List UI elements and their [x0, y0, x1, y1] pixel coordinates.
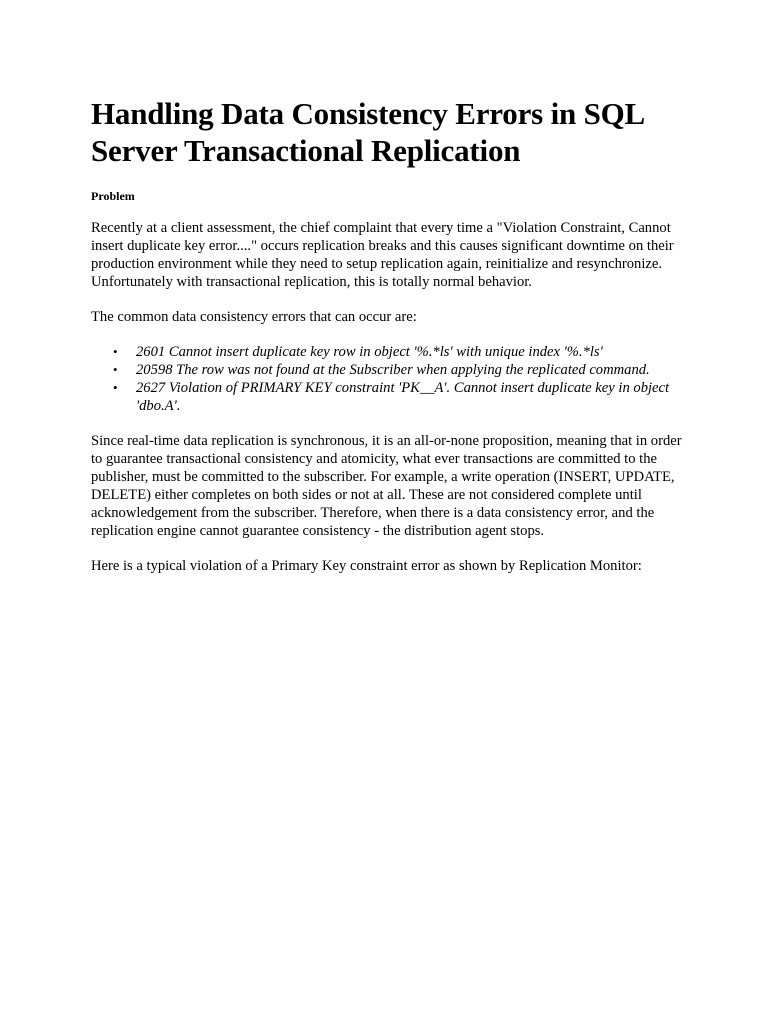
paragraph-monitor-lead: Here is a typical violation of a Primary Key constraint error as shown by Replication Monitor: — [91, 558, 642, 574]
error-list-item — [113, 361, 683, 379]
error-list — [91, 343, 683, 415]
error-list-item — [113, 379, 683, 415]
error-text: 20598 The row was not found at the Subscriber when applying the replicated command. — [136, 362, 650, 378]
error-list-item — [113, 343, 683, 361]
bullet-icon: • — [113, 362, 118, 377]
bullet-icon: • — [113, 380, 118, 395]
document-page — [91, 95, 683, 592]
section-label-problem: Problem — [91, 189, 135, 203]
error-text: 2601 Cannot insert duplicate key row in object '%.*ls' with unique index '%.*ls' — [136, 344, 603, 360]
error-text: 2627 Violation of PRIMARY KEY constraint 'PK__A'. Cannot insert duplicate key in object 'dbo.A'. — [136, 380, 670, 414]
paragraph-explanation: Since real-time data replication is synchronous, it is an all-or-none proposition, meaning that in order to guarantee transactional consistency and atomicity, what ever transactions are committed to the publisher, must be committed to the subscriber. For example, a write operation (INSERT, UPDATE, DELETE) either completes on both sides or not at all. These are not considered complete until acknowledgement from the subscriber. Therefore, when there is a data consistency error, and the replication engine cannot guarantee consistency - the distribution agent stops. — [91, 433, 682, 539]
document-title: Handling Data Consistency Errors in SQL Server Transactional Replication — [91, 96, 644, 168]
bullet-icon: • — [113, 344, 118, 359]
paragraph-errors-lead: The common data consistency errors that can occur are: — [91, 309, 417, 325]
paragraph-intro: Recently at a client assessment, the chief complaint that every time a "Violation Constraint, Cannot insert duplicate key error...." occurs replication breaks and this causes significant downtime on their production environment while they need to setup replication again, reinitialize and resynchronize. Unfortunately with transactional replication, this is totally normal behavior. — [91, 220, 674, 290]
